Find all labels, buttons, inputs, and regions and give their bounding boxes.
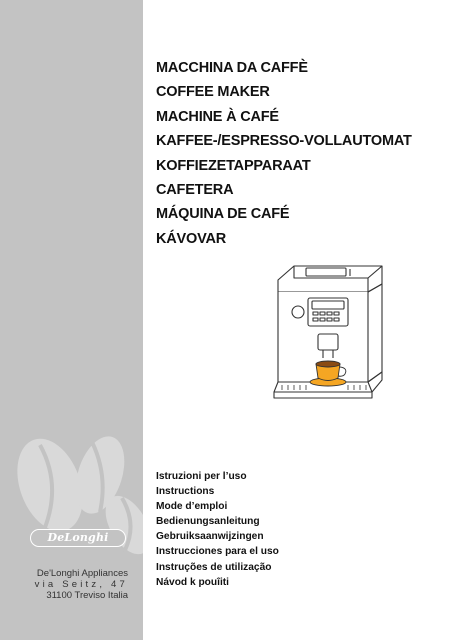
title-portuguese: MÁQUINA DE CAFÉ: [156, 206, 290, 223]
instruction-language-list: [156, 469, 279, 590]
address-line-street: via Seitz, 47: [34, 579, 128, 590]
instruction-german: Bedienungsanleitung: [156, 516, 260, 528]
company-address: [28, 568, 128, 601]
instruction-czech: Návod k pouîiti: [156, 576, 230, 588]
title-french: MACHINE À CAFÉ: [156, 108, 279, 125]
instruction-french: Mode d’emploi: [156, 501, 228, 513]
title-italian: MACCHINA DA CAFFÈ: [156, 60, 308, 76]
title-english: COFFEE MAKER: [156, 84, 270, 101]
title-spanish: CAFETERA: [156, 182, 234, 199]
address-line-company: De'Longhi Appliances: [36, 568, 128, 579]
instruction-italian: Istruzioni per l’uso: [156, 471, 247, 482]
instruction-spanish: Instrucciones para el uso: [156, 546, 279, 558]
instruction-dutch: Gebruiksaanwijzingen: [156, 531, 264, 543]
title-german: KAFFEE-/ESPRESSO-VOLLAUTOMAT: [156, 133, 412, 150]
product-title-list: [156, 56, 412, 251]
delonghi-logo: DeLonghi: [30, 529, 126, 547]
instruction-english: Instructions: [156, 486, 215, 498]
instruction-portuguese: Instruções de utilização: [156, 561, 272, 573]
sidebar-panel: [0, 0, 143, 640]
coffee-machine-icon: [270, 262, 390, 420]
address-line-city: 31100 Treviso Italia: [46, 590, 128, 601]
title-czech: KÁVOVAR: [156, 230, 227, 247]
title-dutch: KOFFIEZETAPPARAAT: [156, 157, 311, 174]
